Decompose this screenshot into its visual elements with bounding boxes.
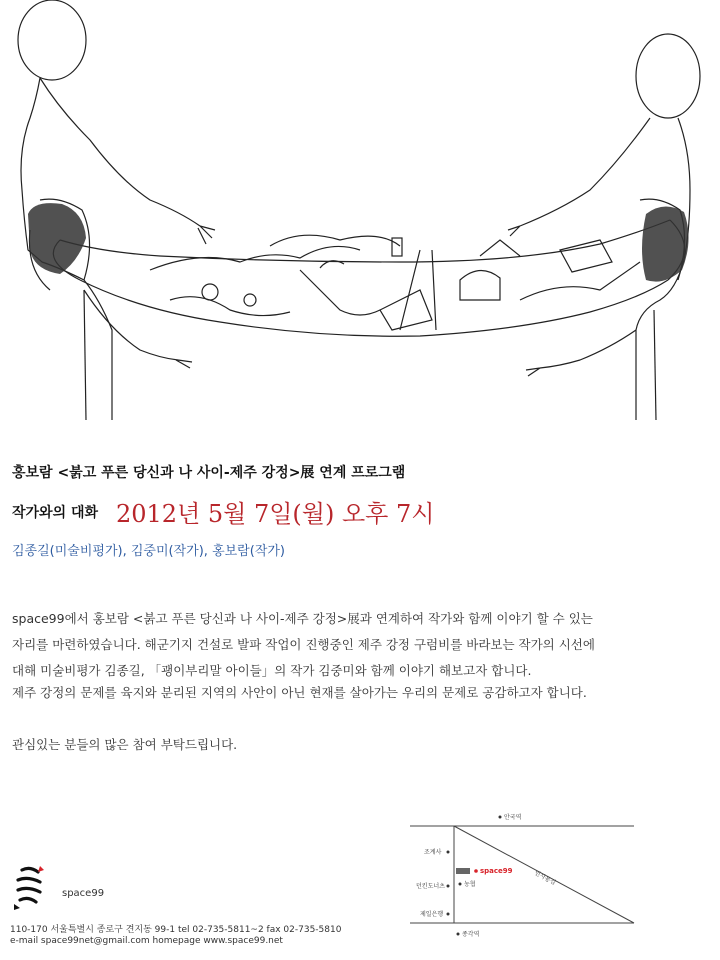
footer-address: 110-170 서울특별시 종로구 견지동 99-1 tel 02-735-5811~2 fax 02-735-5810 (10, 925, 342, 935)
map-venue-block (456, 868, 470, 874)
logo-name: space99 (62, 888, 105, 899)
body-paragraph-3: 관심있는 분들의 많은 참여 부탁드립니다. (12, 737, 238, 752)
paragraph-line: 대해 미술비평가 김종길, 「괭이부리말 아이들」의 작가 김중미와 함께 이야기 해보고자 합니다. (12, 663, 532, 678)
map-jogyesa: 조계사 (424, 849, 442, 856)
right-hatch (642, 206, 689, 281)
map-dunkin: 던킨도너츠 (416, 883, 445, 890)
map-nonghyup: 농협 (464, 881, 476, 888)
footer-contact: e-mail space99net@gmail.com homepage www.space99.net (10, 936, 283, 946)
location-map (408, 808, 658, 958)
map-station-top: 안국역 (504, 814, 522, 821)
illustration (0, 0, 720, 420)
paragraph-line: space99에서 홍보람 <붉고 푸른 당신과 나 사이-제주 강정>展과 연계하여 작가와 함께 이야기 할 수 있는 (12, 611, 593, 626)
talk-date: 2012년 5월 7일(월) 오후 7시 (116, 500, 435, 528)
map-venue-label: space99 (480, 867, 513, 875)
left-hatch (28, 203, 86, 274)
map-jeil-bank: 제일은행 (420, 911, 444, 918)
space99-logo-icon (10, 862, 60, 912)
talk-label: 작가와의 대화 (12, 505, 99, 521)
map-road-label: 인사동길 (533, 869, 557, 887)
map-station-bottom: 종각역 (462, 931, 480, 938)
body-paragraph-1 (12, 606, 712, 684)
map-venue-dot (474, 869, 478, 873)
program-title: 홍보람 <붉고 푸른 당신과 나 사이-제주 강정>展 연계 프로그램 (12, 465, 406, 481)
cloth-band (53, 220, 684, 336)
speakers: 김종길(미술비평가), 김중미(작가), 홍보람(작가) (12, 544, 286, 559)
paragraph-line: 자리를 마련하였습니다. 해군기지 건설로 발파 작업이 진행중인 제주 강정 구럼비를 바라보는 작가의 시선에 (12, 637, 595, 652)
body-paragraph-2: 제주 강정의 문제를 육지와 분리된 지역의 사안이 아닌 현재를 살아가는 우리의 문제로 공감하고자 합니다. (12, 685, 587, 700)
